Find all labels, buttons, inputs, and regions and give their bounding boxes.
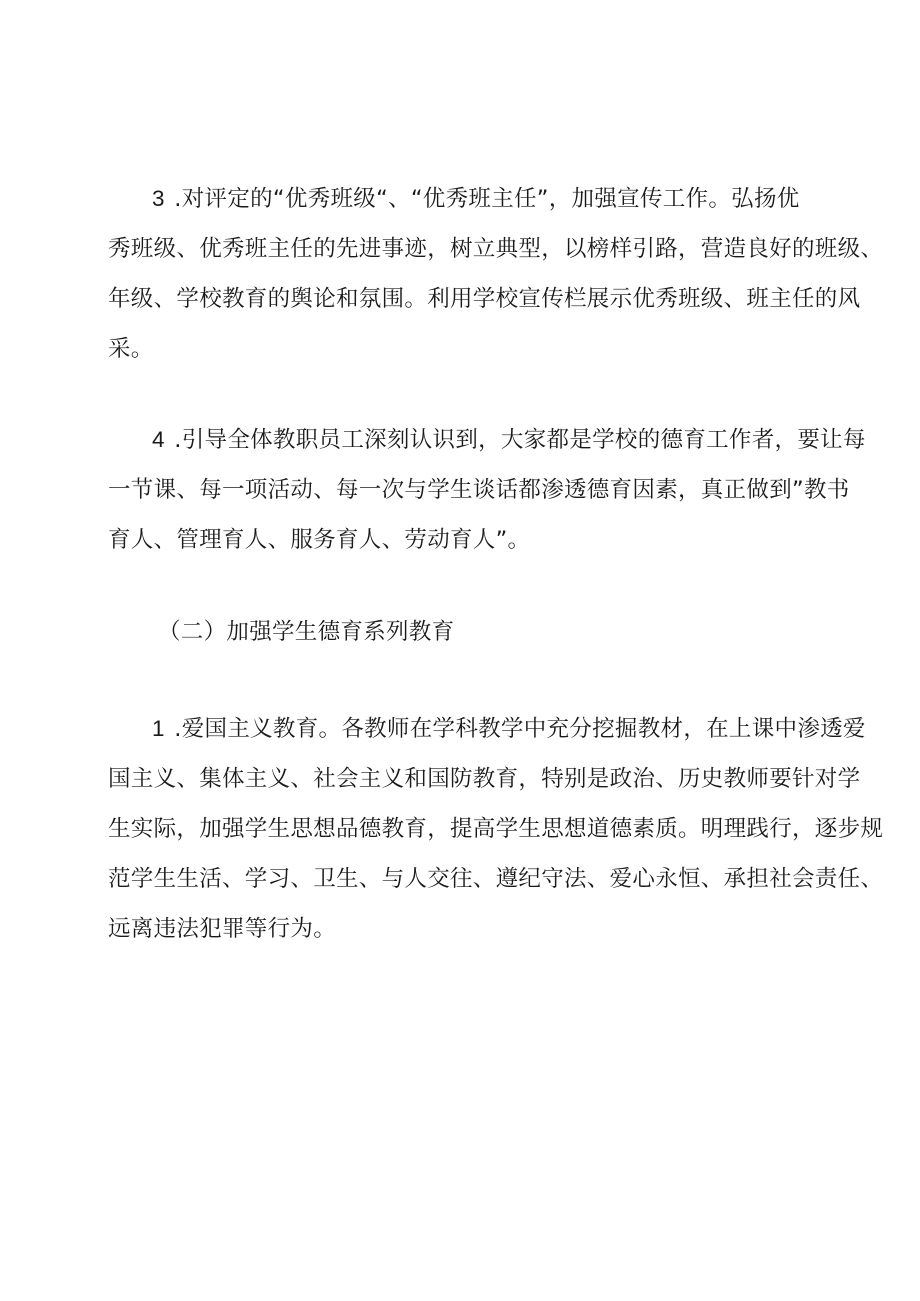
paragraph-line: 年级、学校教育的舆论和氛围。利用学校宣传栏展示优秀班级、班主任的风 (108, 286, 861, 312)
paragraph-3 (108, 174, 884, 374)
section-heading: （二）加强学生德育系列教育 (158, 619, 455, 645)
paragraph-line (108, 174, 820, 224)
paragraph-line (108, 415, 866, 465)
paragraph-line: 育人、管理育人、服务育人、劳动育人”。 (108, 527, 531, 553)
paragraph-line: 一节课、每一项活动、每一次与学生谈话都渗透德育因素，真正做到”教书 (108, 477, 850, 503)
paragraph-line: 远离违法犯罪等行为。 (108, 916, 337, 942)
paragraph-4 (108, 415, 866, 565)
paragraph-line: 秀班级、优秀班主任的先进事迹，树立典型，以榜样引路，营造良好的班级、 (108, 236, 884, 262)
paragraph-line: 国主义、集体主义、社会主义和国防教育，特别是政治、历史教师要针对学 (108, 766, 861, 792)
paragraph-line: 范学生生活、学习、卫生、与人交往、遵纪守法、爱心永恒、承担社会责任、 (108, 866, 884, 892)
paragraph-text: .对评定的“优秀班级“、“优秀班主任”，加强宣传工作。弘扬优 (166, 186, 800, 212)
paragraph-number: 1 (152, 716, 165, 741)
paragraph-1 (108, 704, 884, 954)
paragraph-number: 3 (152, 186, 165, 211)
paragraph-line (108, 704, 866, 754)
paragraph-line: 生实际，加强学生思想品德教育，提高学生思想道德素质。明理践行，逐步规 (108, 816, 884, 842)
paragraph-text: .爱国主义教育。各教师在学科教学中充分挖掘教材，在上课中渗透爱 (166, 716, 866, 742)
paragraph-line: 采。 (108, 336, 154, 362)
paragraph-text: .引导全体教职员工深刻认识到，大家都是学校的德育工作者，要让每 (166, 427, 866, 453)
paragraph-number: 4 (152, 427, 165, 452)
